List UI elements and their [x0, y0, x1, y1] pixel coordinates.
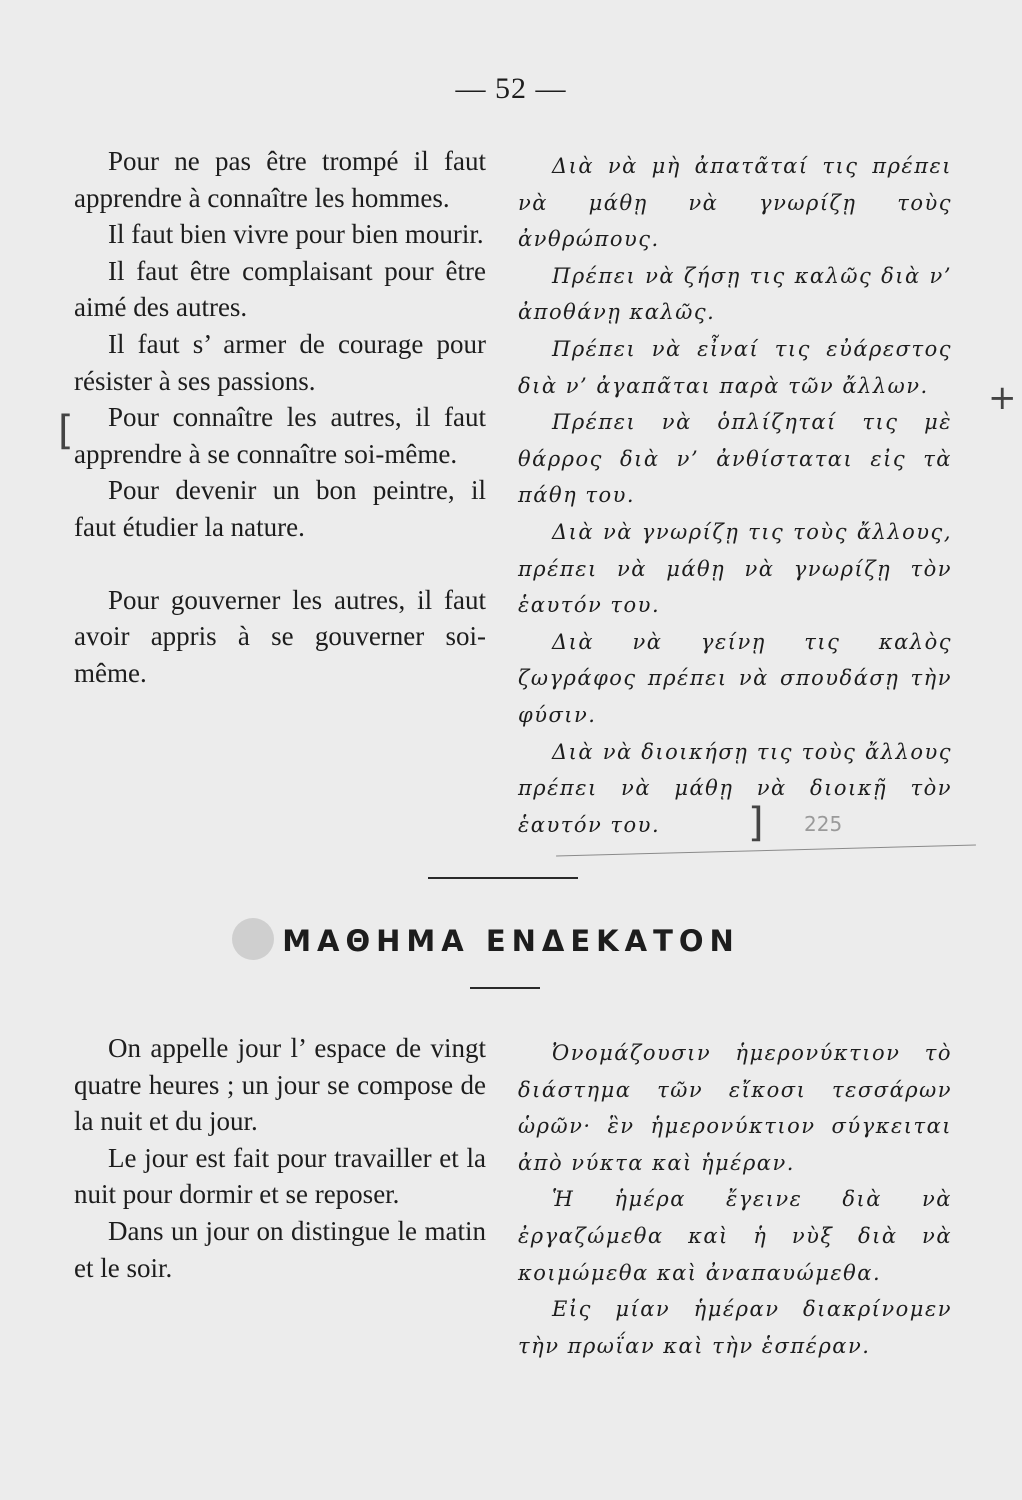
greek-paragraph: Πρέπει νὰ εἶναί τις εὐάρεστος διὰ ν’ ἀγαπᾶται παρὰ τῶν ἄλλων.: [518, 336, 952, 398]
french-paragraph: Il faut bien vivre pour bien mourir.: [108, 219, 484, 250]
greek-column-bottom: [518, 1035, 952, 1364]
french-paragraph: Pour gouverner les autres, il faut avoir appris à se gouverner soi-même.: [74, 584, 486, 688]
greek-paragraph: Διὰ νὰ διοικήσῃ τις τοὺς ἄλλους πρέπει νὰ μάθῃ νὰ διοικῇ τὸν ἑαυτόν του.: [518, 739, 952, 837]
greek-paragraph: Εἰς μίαν ἡμέραν διακρίνομεν τὴν πρωΐαν καὶ τὴν ἑσπέραν.: [518, 1297, 952, 1358]
french-paragraph: Dans un jour on distingue le matin et le soir.: [74, 1215, 486, 1283]
greek-paragraph: Διὰ νὰ γείνῃ τις καλὸς ζωγράφος πρέπει νὰ σπουδάσῃ τὴν φύσιν.: [518, 629, 952, 727]
french-paragraph: Pour ne pas être trompé il faut apprendre à connaître les hommes.: [74, 146, 486, 213]
french-paragraph: Pour devenir un bon peintre, il faut étudier la nature.: [74, 475, 486, 542]
margin-cross-mark: +: [988, 378, 1017, 418]
rule-below-heading: [470, 987, 540, 989]
french-paragraph: Le jour est fait pour travailler et la nuit pour dormir et se reposer.: [74, 1142, 486, 1210]
margin-bracket-left: [: [58, 408, 74, 454]
margin-bracket-right: ]: [748, 800, 764, 846]
french-paragraph: Il faut s’ armer de courage pour résister à ses passions.: [74, 328, 486, 396]
french-paragraph: On appelle jour l’ espace de vingt quatre heures ; un jour se compose de la nuit et du jour.: [74, 1033, 486, 1137]
greek-paragraph: Ὀνομάζουσιν ἡμερονύκτιον τὸ διάστημα τῶν εἴκοσι τεσσάρων ὡρῶν· ἓν ἡμερονύκτιον σύγκειται ἀπὸ νύκτα καὶ ἡμέραν.: [518, 1041, 952, 1175]
section-heading: ΜΑΘΗΜΑ ΕΝΔΕΚΑΤΟΝ: [282, 924, 740, 958]
french-paragraph: Il faut être complaisant pour être aimé des autres.: [74, 255, 486, 323]
page-number: — 52 —: [455, 72, 567, 105]
pencil-underline: [556, 845, 976, 857]
rule-above-heading: [428, 877, 578, 879]
french-paragraph: Pour connaître les autres, il faut apprendre à se connaître soi-même.: [74, 402, 486, 469]
greek-paragraph: Πρέπει νὰ ζήσῃ τις καλῶς διὰ ν’ ἀποθάνῃ καλῶς.: [518, 263, 952, 325]
greek-paragraph: Διὰ νὰ μὴ ἀπατᾶταί τις πρέπει νὰ μάθῃ νὰ γνωρίζῃ τοὺς ἀνθρώπους.: [518, 154, 952, 252]
greek-paragraph: Πρέπει νὰ ὁπλίζηταί τις μὲ θάρρος διὰ ν’ ἀνθίσταται εἰς τὰ πάθη του.: [518, 410, 952, 508]
french-column-top: [74, 143, 486, 691]
greek-paragraph: Διὰ νὰ γνωρίζῃ τις τοὺς ἄλλους, πρέπει νὰ μάθῃ νὰ γνωρίζῃ τὸν ἑαυτόν του.: [518, 519, 952, 618]
greek-paragraph: Ἡ ἡμέρα ἔγεινε διὰ νὰ ἐργαζώμεθα καὶ ἡ νὺξ διὰ νὰ κοιμώμεθα καὶ ἀναπαυώμεθα.: [518, 1187, 952, 1285]
greek-column-top: [518, 148, 952, 843]
pencil-note: 225: [804, 812, 843, 836]
french-column-bottom: [74, 1030, 486, 1286]
